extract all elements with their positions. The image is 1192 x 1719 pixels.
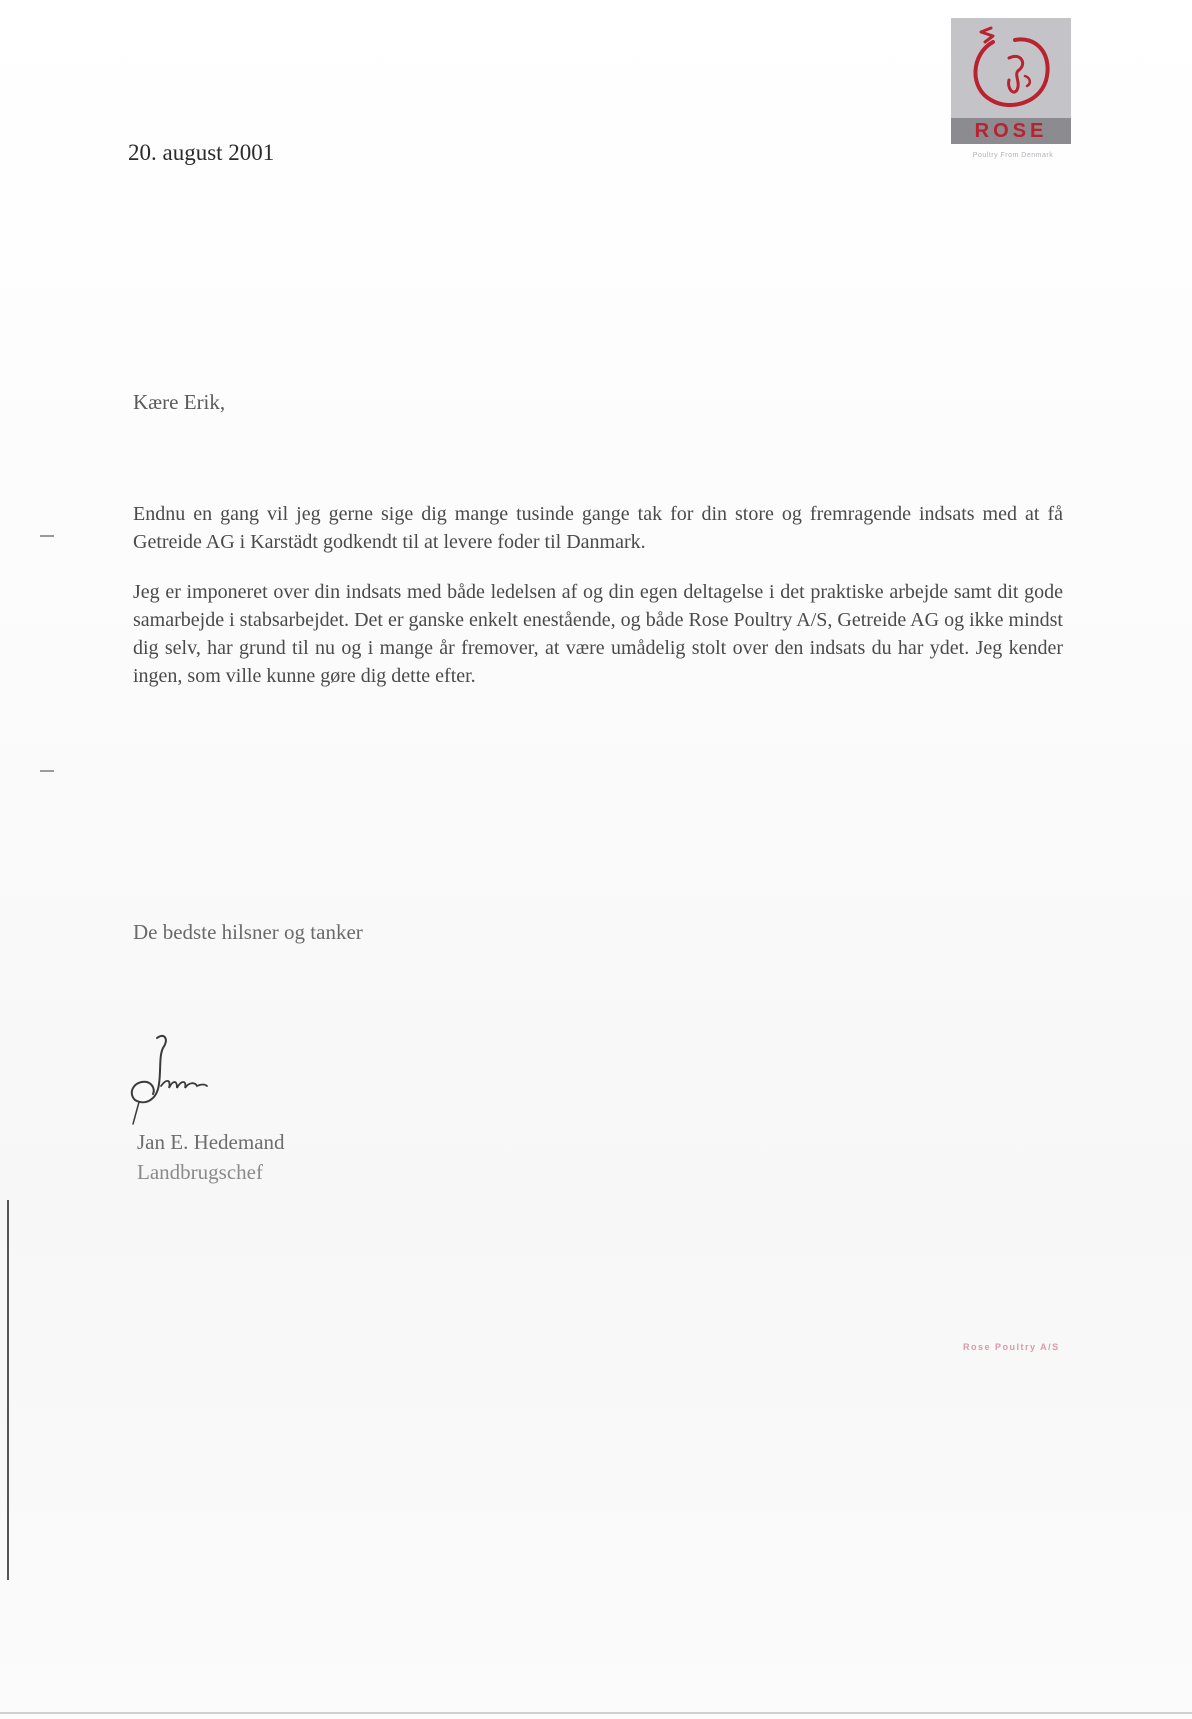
- closing: De bedste hilsner og tanker: [133, 920, 363, 944]
- scan-edge-rule: [7, 1200, 9, 1580]
- logo-wordmark: ROSE: [951, 118, 1071, 144]
- punch-mark: [40, 535, 54, 537]
- body-paragraph: Jeg er imponeret over din indsats med både ledelsen af og din egen deltagelse i det praktiske arbejde samt dit gode samarbejde i stabsarbejdet. Det er ganske enkelt enestående, og både Rose Poultry A/S, Getreide AG og ikke mindst dig selv, har grund til nu og i mange år fremover, at være umådelig stolt over den indsats du har ydet. Jeg kender ingen, som ville kunne gøre dig dette efter.: [133, 581, 1063, 687]
- footer-address-block: [963, 1338, 1103, 1357]
- rose-emblem-icon: [951, 18, 1071, 118]
- salutation: Kære Erik,: [133, 390, 226, 414]
- letter-body: [133, 500, 1063, 712]
- handwritten-signature: [125, 1030, 215, 1125]
- logo-tagline: Poultry From Denmark: [972, 152, 1054, 159]
- punch-mark: [40, 770, 54, 772]
- scan-bottom-edge: [0, 1712, 1192, 1714]
- rose-poultry-logo: [951, 18, 1071, 144]
- body-paragraph: Endnu en gang vil jeg gerne sige dig mange tusinde gange tak for din store og fremragende indsats med at få Getreide AG i Karstädt godkendt til at levere foder til Danmark.: [133, 503, 1063, 553]
- letter-date: 20. august 2001: [128, 140, 275, 165]
- signer-name: Jan E. Hedemand: [137, 1130, 285, 1154]
- footer-company: Rose Poultry A/S: [963, 1342, 1060, 1352]
- signer-title: Landbrugschef: [137, 1160, 263, 1184]
